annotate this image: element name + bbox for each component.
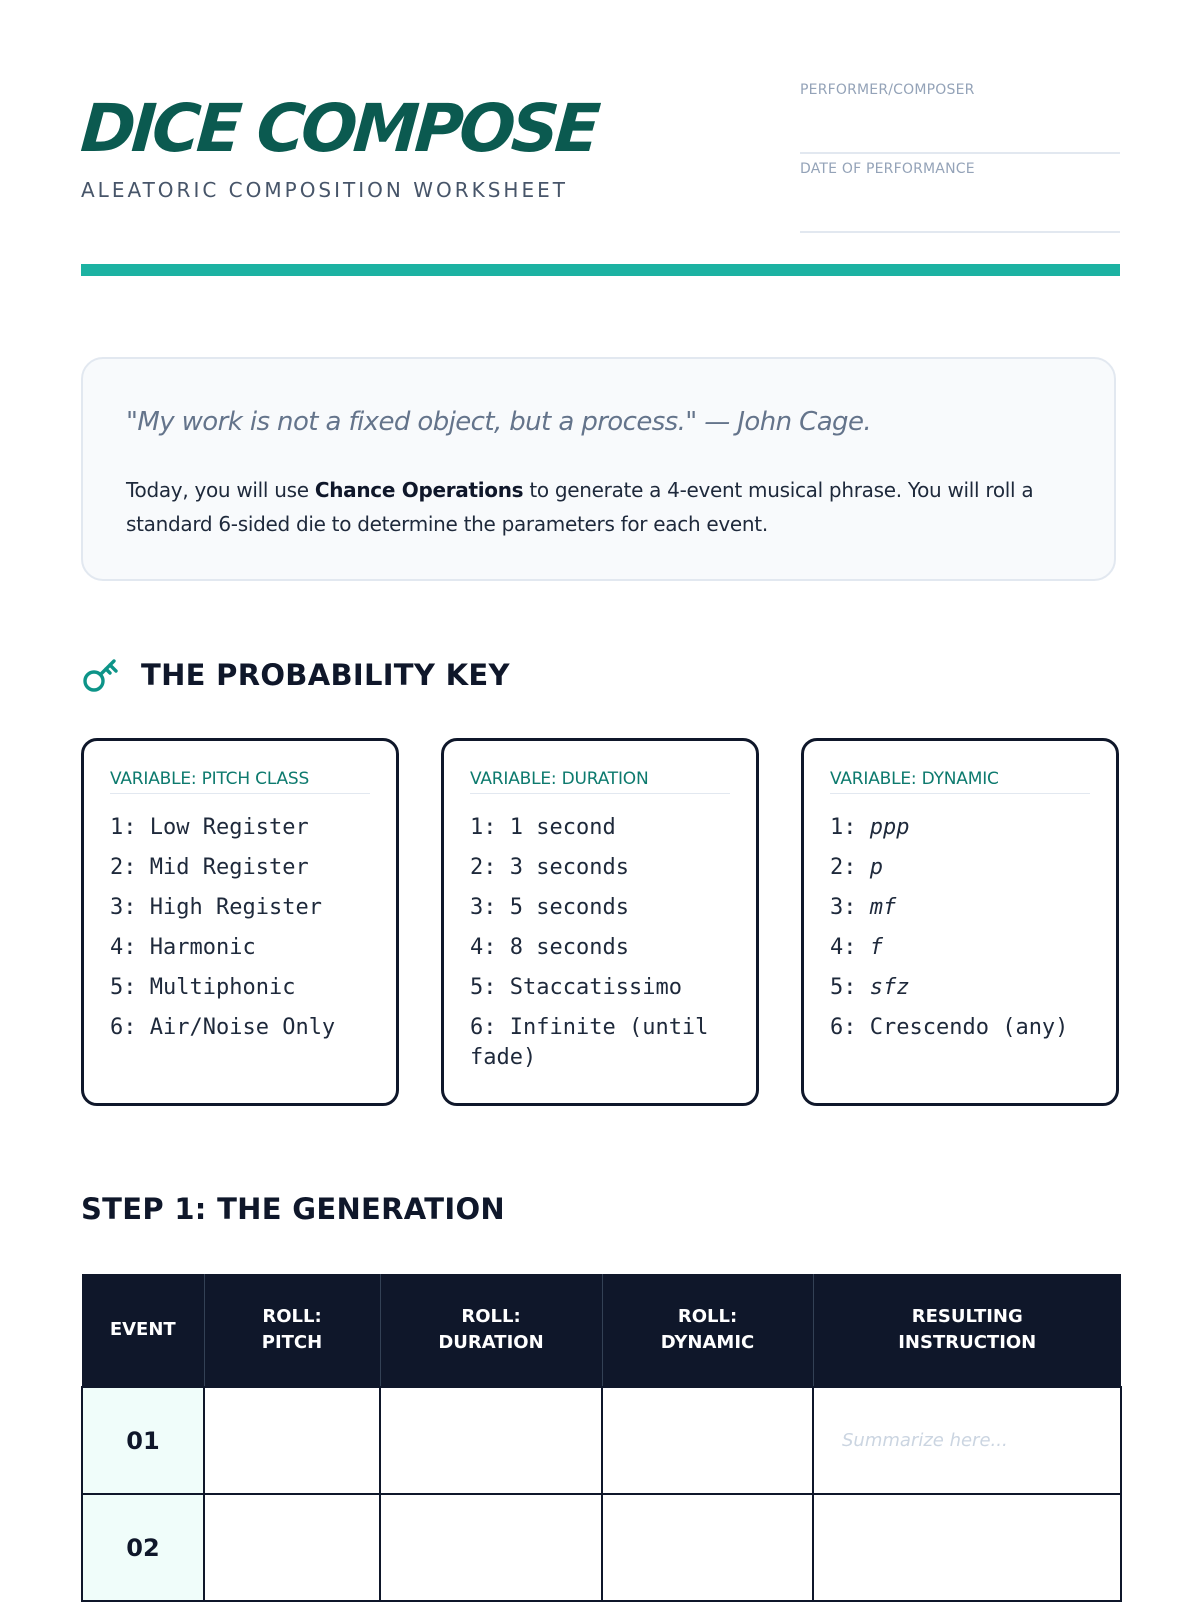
- item-value: Staccatissimo: [509, 975, 682, 1000]
- item-num: 4:: [470, 935, 497, 960]
- item-value: Infinite (until fade): [470, 1015, 709, 1070]
- roll-dynamic-cell[interactable]: [602, 1494, 813, 1601]
- duration-card: [441, 738, 759, 1106]
- item-num: 5:: [110, 975, 137, 1000]
- column-header-dynamic: ROLL: DYNAMIC: [602, 1274, 813, 1387]
- probability-key-heading: THE PROBABILITY KEY: [141, 658, 510, 692]
- intro-text: [126, 473, 1086, 541]
- intro-text-bold: Chance Operations: [314, 478, 524, 502]
- list-item: [470, 1013, 740, 1073]
- list-item: [830, 973, 1100, 1003]
- performer-field-line[interactable]: [800, 120, 1120, 154]
- event-number: 02: [82, 1494, 204, 1601]
- roll-duration-cell[interactable]: [380, 1387, 602, 1494]
- item-value: sfz: [869, 975, 910, 1000]
- list-item: [470, 853, 740, 883]
- item-value: Air/Noise Only: [149, 1015, 336, 1040]
- page-subtitle: ALEATORIC COMPOSITION WORKSHEET: [81, 178, 568, 202]
- item-value: Crescendo (any): [869, 1015, 1069, 1040]
- table-row: [82, 1387, 1121, 1494]
- list-item: [110, 973, 380, 1003]
- roll-pitch-cell[interactable]: [204, 1494, 380, 1601]
- list-item: [110, 813, 380, 843]
- list-item: [110, 933, 380, 963]
- item-num: 3:: [110, 895, 137, 920]
- item-num: 2:: [830, 855, 857, 880]
- item-value: 8 seconds: [509, 935, 629, 960]
- list-item: [110, 1013, 380, 1043]
- item-num: 2:: [110, 855, 137, 880]
- item-value: f: [869, 935, 883, 960]
- list-item: [470, 973, 740, 1003]
- item-num: 4:: [830, 935, 857, 960]
- intro-text-after: to generate a 4-event musical phrase. You will roll a standard 6-sided die to determine the parameters for each event.: [126, 478, 1034, 536]
- dynamic-card: [801, 738, 1119, 1106]
- list-item: [830, 893, 1100, 923]
- column-header-duration: ROLL: DURATION: [380, 1274, 602, 1387]
- intro-box: [81, 357, 1116, 581]
- header-divider: [81, 264, 1120, 276]
- item-value: Mid Register: [149, 855, 309, 880]
- date-field-label: DATE OF PERFORMANCE: [800, 161, 975, 177]
- page-title: DICE COMPOSE: [78, 90, 599, 167]
- item-num: 5:: [830, 975, 857, 1000]
- date-field[interactable]: [800, 161, 1120, 233]
- item-num: 2:: [470, 855, 497, 880]
- intro-text-before: Today, you will use: [126, 478, 315, 502]
- dynamic-list: [830, 813, 1100, 1053]
- item-value: Multiphonic: [149, 975, 296, 1000]
- list-item: [470, 893, 740, 923]
- item-num: 4:: [110, 935, 137, 960]
- item-num: 6:: [470, 1015, 497, 1040]
- list-item: [830, 813, 1100, 843]
- item-num: 1:: [830, 815, 857, 840]
- pitch-class-list: [110, 813, 380, 1053]
- duration-card-title: VARIABLE: DURATION: [470, 769, 730, 794]
- generation-table: [81, 1274, 1122, 1602]
- item-value: ppp: [869, 815, 910, 840]
- column-header-instruction: RESULTING INSTRUCTION: [813, 1274, 1121, 1387]
- table-row: [82, 1494, 1121, 1601]
- key-icon: [81, 655, 121, 695]
- roll-pitch-cell[interactable]: [204, 1387, 380, 1494]
- list-item: [110, 893, 380, 923]
- item-value: p: [869, 855, 883, 880]
- column-header-event: EVENT: [82, 1274, 204, 1387]
- item-value: 1 second: [509, 815, 616, 840]
- list-item: [830, 1013, 1100, 1043]
- performer-field-label: PERFORMER/COMPOSER: [800, 82, 975, 98]
- performer-field[interactable]: [800, 82, 1120, 154]
- duration-list: [470, 813, 740, 1083]
- item-num: 3:: [830, 895, 857, 920]
- pitch-class-card-title: VARIABLE: PITCH CLASS: [110, 769, 370, 794]
- pitch-class-card: [81, 738, 399, 1106]
- item-num: 6:: [830, 1015, 857, 1040]
- roll-dynamic-cell[interactable]: [602, 1387, 813, 1494]
- item-value: mf: [869, 895, 897, 920]
- column-header-pitch: ROLL: PITCH: [204, 1274, 380, 1387]
- step1-heading: STEP 1: THE GENERATION: [81, 1192, 505, 1226]
- list-item: [830, 853, 1100, 883]
- intro-quote: "My work is not a fixed object, but a process." — John Cage.: [126, 407, 872, 437]
- item-num: 1:: [110, 815, 137, 840]
- item-num: 5:: [470, 975, 497, 1000]
- item-value: 3 seconds: [509, 855, 629, 880]
- instruction-cell[interactable]: [813, 1494, 1121, 1601]
- item-num: 6:: [110, 1015, 137, 1040]
- instruction-cell[interactable]: Summarize here...: [813, 1387, 1121, 1494]
- item-num: 3:: [470, 895, 497, 920]
- item-value: 5 seconds: [509, 895, 629, 920]
- list-item: [470, 813, 740, 843]
- roll-duration-cell[interactable]: [380, 1494, 602, 1601]
- item-value: Harmonic: [149, 935, 256, 960]
- dynamic-card-title: VARIABLE: DYNAMIC: [830, 769, 1090, 794]
- list-item: [110, 853, 380, 883]
- table-header-row: [82, 1274, 1121, 1387]
- date-field-line[interactable]: [800, 199, 1120, 233]
- item-num: 1:: [470, 815, 497, 840]
- item-value: Low Register: [149, 815, 309, 840]
- event-number: 01: [82, 1387, 204, 1494]
- list-item: [830, 933, 1100, 963]
- item-value: High Register: [149, 895, 322, 920]
- list-item: [470, 933, 740, 963]
